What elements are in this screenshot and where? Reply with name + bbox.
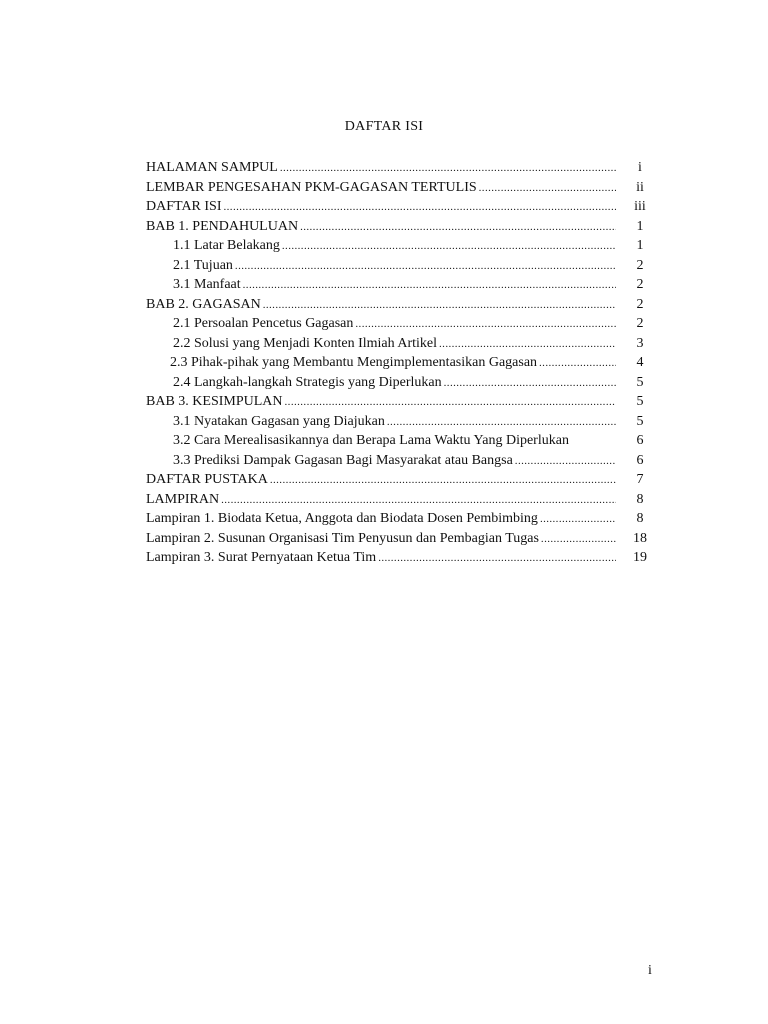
toc-leader-dots <box>280 159 616 179</box>
toc-entry <box>146 197 660 217</box>
toc-entry-page: 2 <box>636 296 644 312</box>
toc-entry <box>146 178 660 198</box>
toc-entry-page: 5 <box>636 394 644 409</box>
toc-entry-page: ii <box>636 179 644 195</box>
toc-entry-page: 5 <box>636 413 644 429</box>
toc-entry <box>146 334 660 354</box>
toc-leader-dots <box>221 491 616 511</box>
toc-entry-label: LAMPIRAN <box>146 491 220 507</box>
toc-entry <box>146 373 660 393</box>
toc-entry <box>146 158 660 178</box>
toc-entry <box>146 470 660 490</box>
toc-entry-label: Lampiran 2. Susunan Organisasi Tim Penyusun dan Pembagian Tugas <box>146 530 539 546</box>
toc-entry-label: BAB 2. GAGASAN <box>146 296 261 312</box>
toc-entry-page: 1 <box>636 218 644 234</box>
toc-entry-label: 2.2 Solusi yang Menjadi Konten Ilmiah Artikel <box>173 335 438 351</box>
toc-entry-label: DAFTAR ISI <box>146 199 222 214</box>
toc-entry-label: Lampiran 3. Surat Pernyataan Ketua Tim <box>146 550 377 565</box>
toc-leader-dots <box>515 452 616 472</box>
toc-leader-dots <box>235 257 616 277</box>
toc-leader-dots <box>439 335 616 355</box>
toc-entry-label: 2.1 Tujuan <box>173 257 233 273</box>
toc-entry-page: 2 <box>636 257 644 273</box>
table-of-contents <box>146 158 660 568</box>
toc-entry-page: 19 <box>633 550 647 565</box>
toc-leader-dots <box>224 198 617 218</box>
toc-leader-dots <box>300 218 616 238</box>
toc-leader-dots <box>378 549 616 569</box>
toc-entry-page: i <box>638 160 642 175</box>
toc-entry-label: BAB 3. KESIMPULAN <box>146 394 283 409</box>
toc-leader-dots <box>282 237 616 257</box>
toc-entry-label: BAB 1. PENDAHULUAN <box>146 218 299 234</box>
toc-entry-label: Lampiran 1. Biodata Ketua, Anggota dan Biodata Dosen Pembimbing <box>146 511 538 526</box>
page-number: i <box>648 963 652 978</box>
toc-entry-page: 6 <box>636 452 644 468</box>
toc-entry <box>146 548 660 568</box>
toc-entry-label: 3.1 Manfaat <box>173 277 241 292</box>
toc-entry <box>146 509 660 529</box>
toc-leader-dots <box>355 315 616 335</box>
toc-entry-page: 8 <box>636 511 644 526</box>
toc-entry-label: LEMBAR PENGESAHAN PKM-GAGASAN TERTULIS <box>146 179 477 195</box>
toc-leader-dots <box>479 179 616 199</box>
toc-entry-page: 4 <box>636 355 644 370</box>
toc-entry-label: 3.2 Cara Merealisasikannya dan Berapa Lama Waktu Yang Diperlukan <box>173 433 569 448</box>
toc-entry-label: DAFTAR PUSTAKA <box>146 472 268 487</box>
toc-entry-page: 2 <box>636 277 644 292</box>
toc-entry-page: 8 <box>636 491 644 507</box>
toc-entry <box>146 353 660 373</box>
toc-entry-page: 1 <box>636 238 644 253</box>
toc-entry <box>146 217 660 237</box>
toc-leader-dots <box>285 393 616 413</box>
toc-entry-page: 6 <box>636 433 644 448</box>
toc-entry <box>146 412 660 432</box>
toc-entry-label: 2.1 Persoalan Pencetus Gagasan <box>173 316 354 331</box>
toc-entry <box>146 490 660 510</box>
toc-entry-label: 2.3 Pihak-pihak yang Membantu Mengimplementasikan Gagasan <box>170 355 538 370</box>
toc-leader-dots <box>444 374 616 394</box>
toc-entry-page: 2 <box>636 316 644 331</box>
page-title: DAFTAR ISI <box>344 119 424 134</box>
toc-entry-page: 7 <box>636 472 644 487</box>
toc-entry-label: HALAMAN SAMPUL <box>146 160 278 175</box>
toc-leader-dots <box>263 296 616 316</box>
toc-entry <box>146 431 660 451</box>
toc-entry <box>146 314 660 334</box>
toc-entry-label: 3.3 Prediksi Dampak Gagasan Bagi Masyarakat atau Bangsa <box>173 452 513 468</box>
toc-entry-label: 3.1 Nyatakan Gagasan yang Diajukan <box>173 413 385 429</box>
toc-leader-dots <box>541 530 616 550</box>
toc-entry <box>146 275 660 295</box>
toc-leader-dots <box>243 276 616 296</box>
toc-entry-label: 2.4 Langkah-langkah Strategis yang Diperlukan <box>173 374 442 390</box>
toc-entry-page: 3 <box>636 335 644 351</box>
toc-entry-page: 18 <box>633 530 647 546</box>
toc-entry <box>146 392 660 412</box>
toc-entry <box>146 256 660 276</box>
toc-entry-page: iii <box>634 199 646 214</box>
toc-leader-dots <box>539 354 616 374</box>
toc-entry <box>146 529 660 549</box>
toc-leader-dots <box>270 471 616 491</box>
toc-entry <box>146 451 660 471</box>
toc-entry <box>146 295 660 315</box>
toc-entry <box>146 236 660 256</box>
toc-entry-page: 5 <box>636 374 644 390</box>
toc-leader-dots <box>387 413 616 433</box>
toc-leader-dots <box>540 510 616 530</box>
toc-entry-label: 1.1 Latar Belakang <box>173 238 280 253</box>
